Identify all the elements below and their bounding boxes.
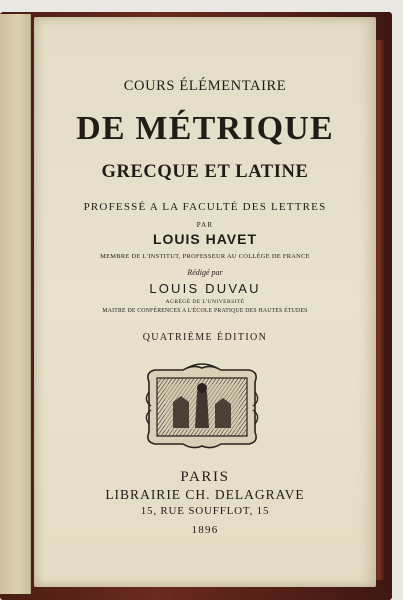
author-credit: MEMBRE DE L'INSTITUT, PROFESSEUR AU COLLÈGE DE FRANCE: [100, 253, 310, 260]
course-kicker: COURS ÉLÉMENTAIRE: [123, 78, 287, 94]
engraved-printer-device-icon: [143, 362, 261, 450]
editor-credit: AGRÉGÉ DE L'UNIVERSITÉ: [165, 299, 245, 305]
book-spine: [0, 14, 31, 594]
taught-line: PROFESSÉ A LA FACULTÉ DES LETTRES: [83, 201, 327, 213]
publication-year: 1896: [191, 524, 219, 536]
edition-line: QUATRIÈME ÉDITION: [142, 332, 268, 343]
main-title: DE MÉTRIQUE: [76, 110, 334, 147]
subtitle: GRECQUE ET LATINE: [101, 162, 309, 182]
editor-credit-detail: MAITRE DE CONFÉRENCES A L'ÉCOLE PRATIQUE DES HAUTES ÉTUDES: [102, 308, 308, 314]
publisher-name: LIBRAIRIE CH. DELAGRAVE: [105, 487, 305, 502]
title-page: [34, 17, 376, 587]
author-name: LOUIS HAVET: [152, 231, 258, 247]
publication-city: PARIS: [180, 469, 230, 485]
edited-by: Rédigé par: [187, 268, 223, 277]
par-label: PAR: [196, 221, 214, 229]
editor-name: LOUIS DUVAU: [149, 281, 261, 296]
publisher-address: 15, RUE SOUFFLOT, 15: [140, 505, 270, 517]
